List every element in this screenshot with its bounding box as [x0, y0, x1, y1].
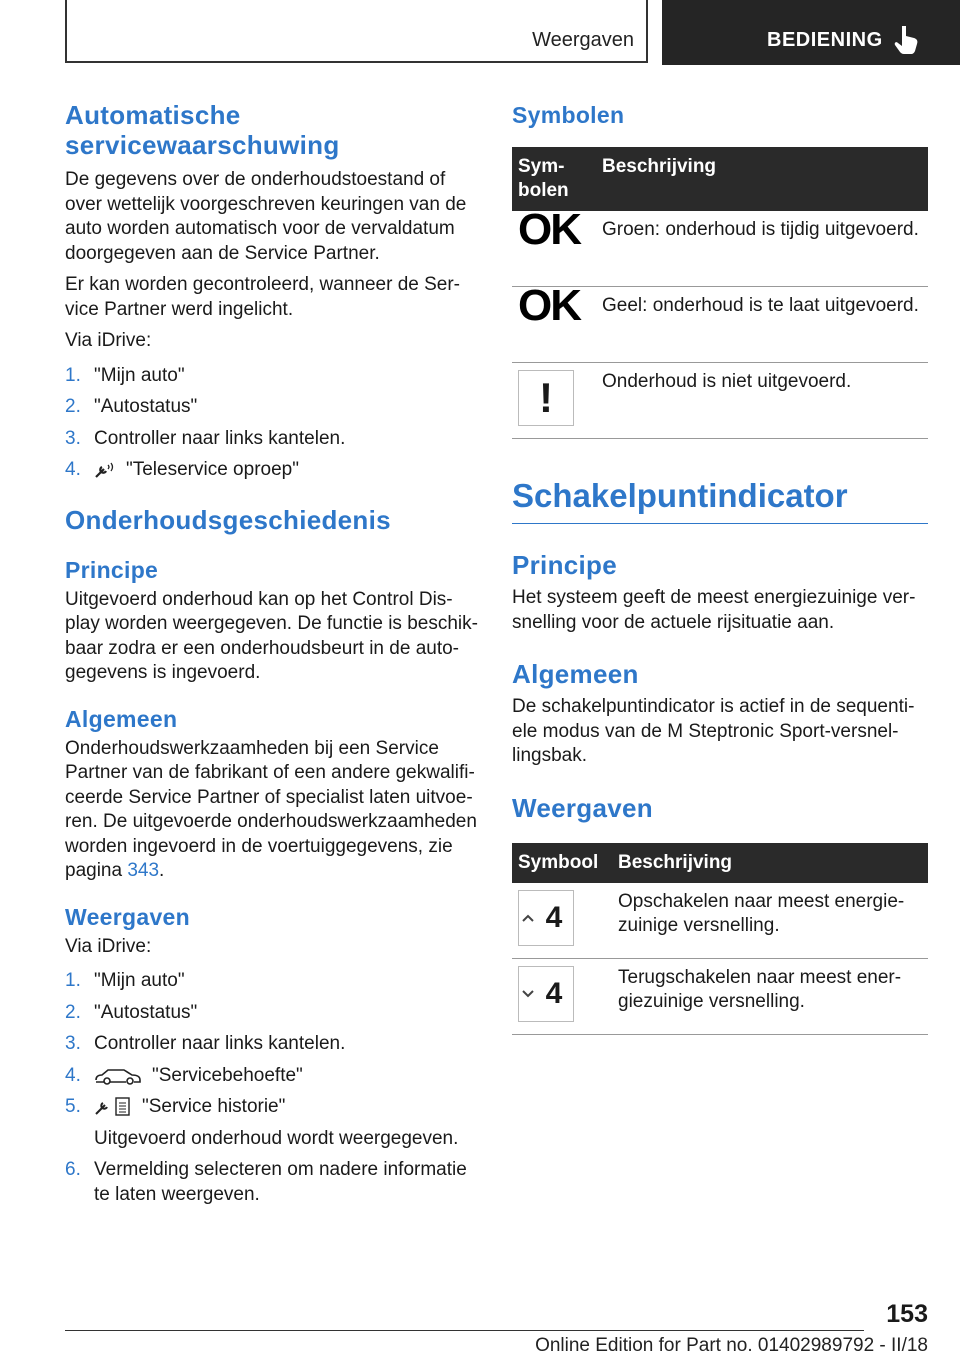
subheading-principe: Principe — [512, 550, 617, 580]
subheading-symbolen: Symbolen — [512, 102, 625, 128]
ok-yellow-icon: OK — [518, 281, 580, 330]
upshift-gear-icon: 4 — [518, 890, 574, 946]
page-number: 153 — [886, 1300, 928, 1328]
table-header: Beschrijving — [612, 843, 928, 883]
steps-list — [65, 969, 478, 1207]
subheading-principe: Principe — [65, 556, 159, 583]
right-column — [512, 102, 928, 1035]
table-header: Sym‐ bolen — [512, 147, 596, 211]
table-row: 4 Terugschakelen naar meest ener‐giezuinige versnelling. — [512, 958, 928, 1034]
paragraph: Er kan worden gecontroleerd, wanneer de Ser‐vice Partner werd ingelicht. — [65, 274, 461, 320]
table-row: ! Onderhoud is niet uitgevoerd. — [512, 363, 928, 439]
table-row: OK Geel: onderhoud is te laat uitgevoerd. — [512, 287, 928, 363]
subheading-algemeen: Algemeen — [512, 659, 639, 689]
steps-list — [65, 364, 478, 483]
subheading-weergaven: Weergaven — [65, 903, 190, 930]
table-header: Beschrijving — [596, 147, 928, 211]
exclamation-warning-icon: ! — [518, 370, 574, 426]
list-item: 5. "Service historie" Uitgevoerd onderhoud wordt weergegeven. — [65, 1095, 478, 1151]
left-column — [65, 100, 478, 1214]
paragraph: De gegevens over de onderhoudstoestand of over wettelijk voorgeschreven keuringen van de auto worden automatisch voor de vervaldatum doorgegeven aan de Service Partner. — [65, 169, 467, 264]
header-section-tab — [65, 0, 648, 63]
table-row: OK Groen: onderhoud is tijdig uitgevoerd. — [512, 211, 928, 287]
paragraph: Via iDrive: — [65, 330, 152, 351]
footer-divider — [65, 1330, 864, 1331]
paragraph: Het systeem geeft de meest energiezuinige ver‐snelling voor de actuele rijsituatie aan. — [512, 587, 916, 633]
list-item: 4. "Servicebehoefte" — [65, 1064, 303, 1086]
header-chapter-title: BEDIENING — [767, 29, 883, 51]
chapter-title-schakelpuntindicator: Schakelpuntindicator — [512, 477, 928, 524]
list-item: 3. Controller naar links kantelen. — [65, 427, 346, 449]
table-header: Symbool — [512, 843, 612, 883]
service-history-icon — [94, 1096, 132, 1116]
list-item: 6. Vermelding selecteren om nadere informatie te laten weergeven. — [65, 1159, 467, 1205]
list-item: 2. "Autostatus" — [65, 1001, 198, 1023]
downshift-gear-icon: 4 — [518, 966, 574, 1022]
paragraph: Via iDrive: — [65, 935, 152, 957]
gear-indicator-table — [512, 843, 928, 1035]
list-item: 3. Controller naar links kantelen. — [65, 1033, 346, 1054]
table-row: 4 Opschakelen naar meest energie‐zuinige versnelling. — [512, 883, 928, 959]
section-title-history: Onderhoudsgeschiedenis — [65, 504, 391, 535]
list-item: 1. "Mijn auto" — [65, 970, 185, 991]
pointing-hand-icon — [894, 24, 920, 54]
paragraph: Uitgevoerd onderhoud kan op het Control Dis‐play worden weergegeven. De functie is beschik‐baar zodra er een onderhoudsbeurt in de auto‐gegevens is ingevoerd. — [65, 588, 478, 683]
car-service-icon — [94, 1067, 142, 1085]
header-chapter-tab — [662, 0, 960, 65]
list-item-note: Uitgevoerd onderhoud wordt weergegeven. — [94, 1127, 459, 1149]
list-item: 1. "Mijn auto" — [65, 364, 185, 386]
ok-green-icon: OK — [518, 205, 580, 254]
symbols-table — [512, 147, 928, 439]
subheading-weergaven: Weergaven — [512, 792, 653, 823]
teleservice-wrench-icon — [94, 461, 116, 479]
list-item: 2. "Autostatus" — [65, 396, 198, 417]
header-section-title: Weergaven — [532, 29, 634, 51]
paragraph: De schakelpuntindicator is actief in de sequenti‐ele modus van de M Steptronic Sport-versnel‐lingsbak. — [512, 696, 915, 766]
page-link[interactable]: 343 — [127, 860, 160, 881]
paragraph: Onderhoudswerkzaamheden bij een Service Partner van de fabrikant of een andere gekwalifi‐ceerde Service Partner of specialist laten uitvoe‐ren. De uitgevoerde onderhoudswerkzaamheden worden ingevoerd in de voertuiggegevens, zie pagina 343. — [65, 737, 477, 881]
list-item: 4. "Teleservice oproep" — [65, 459, 299, 480]
subheading-algemeen: Algemeen — [65, 705, 178, 732]
section-title-service-warning: Automatische servicewaarschuwing — [65, 100, 340, 160]
edition-text: Online Edition for Part no. 01402989792 - II/18 — [535, 1335, 928, 1356]
